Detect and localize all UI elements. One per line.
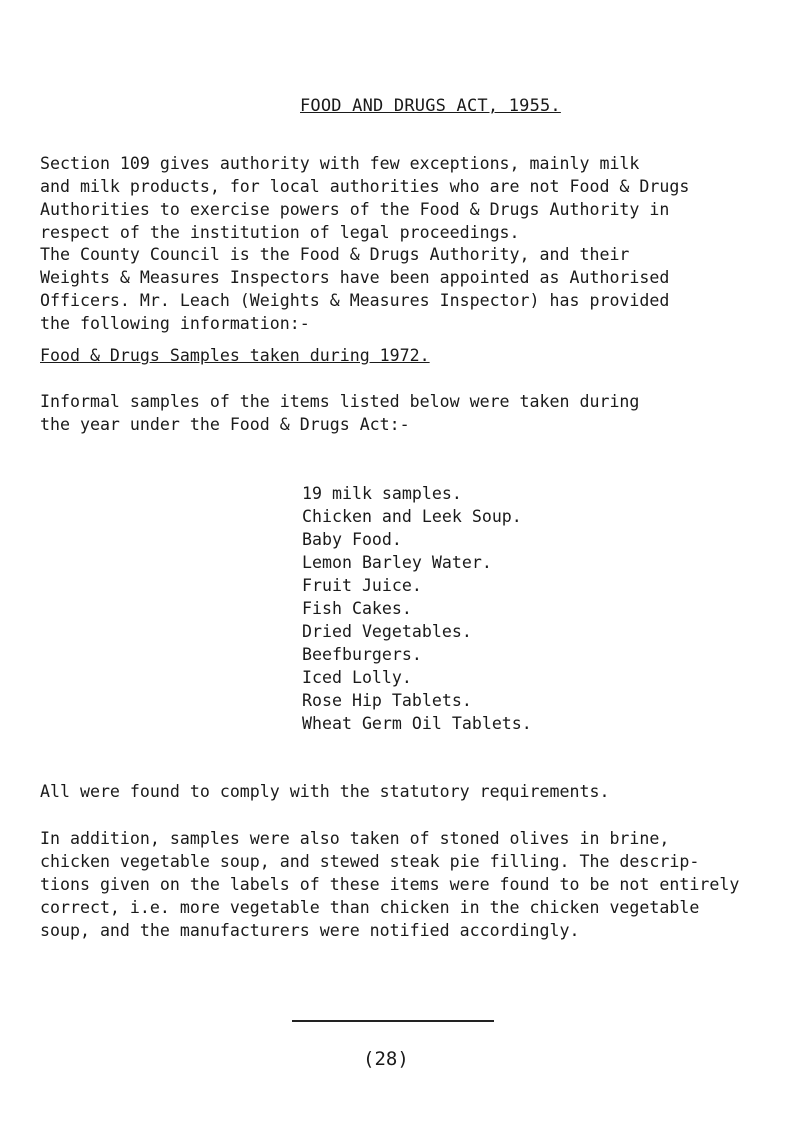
list-item: Lemon Barley Water. xyxy=(302,553,492,572)
samples-list xyxy=(302,482,532,735)
list-item: Dried Vegetables. xyxy=(302,622,472,641)
section-109-paragraph: Section 109 gives authority with few exceptions, mainly milk and milk products, for local authorities who are not Food & Drugs Authorities to exercise powers of the Food & Drugs Authority in respect of the institution of legal proceedings. xyxy=(40,154,690,242)
list-item: Fish Cakes. xyxy=(302,599,412,618)
informal-samples-intro: Informal samples of the items listed below were taken during the year under the Food & Drugs Act:- xyxy=(40,392,640,434)
list-item: 19 milk samples. xyxy=(302,484,462,503)
list-item: Iced Lolly. xyxy=(302,668,412,687)
list-item: Beefburgers. xyxy=(302,645,422,664)
list-item: Chicken and Leek Soup. xyxy=(302,507,522,526)
additional-samples-paragraph: In addition, samples were also taken of stoned olives in brine, chicken vegetable soup, and stewed steak pie filling. The descrip- tions given on the labels of these items were found to be not entirely correct, i.e. more vegetable than chicken in the chicken vegetable soup, and the manufacturers were notified accordingly. xyxy=(40,829,740,940)
list-item: Fruit Juice. xyxy=(302,576,422,595)
page-title: FOOD AND DRUGS ACT, 1955. xyxy=(300,96,561,116)
list-item: Wheat Germ Oil Tablets. xyxy=(302,714,532,733)
list-item: Baby Food. xyxy=(302,530,402,549)
samples-subheading: Food & Drugs Samples taken during 1972. xyxy=(40,346,430,365)
list-item: Rose Hip Tablets. xyxy=(302,691,472,710)
compliance-statement: All were found to comply with the statutory requirements. xyxy=(40,782,610,801)
footer-divider xyxy=(292,1020,494,1022)
page-number: (28) xyxy=(363,1048,409,1070)
county-council-paragraph: The County Council is the Food & Drugs Authority, and their Weights & Measures Inspectors have been appointed as Authorised Officers. Mr. Leach (Weights & Measures Inspector) has provided the following information:- xyxy=(40,245,670,333)
